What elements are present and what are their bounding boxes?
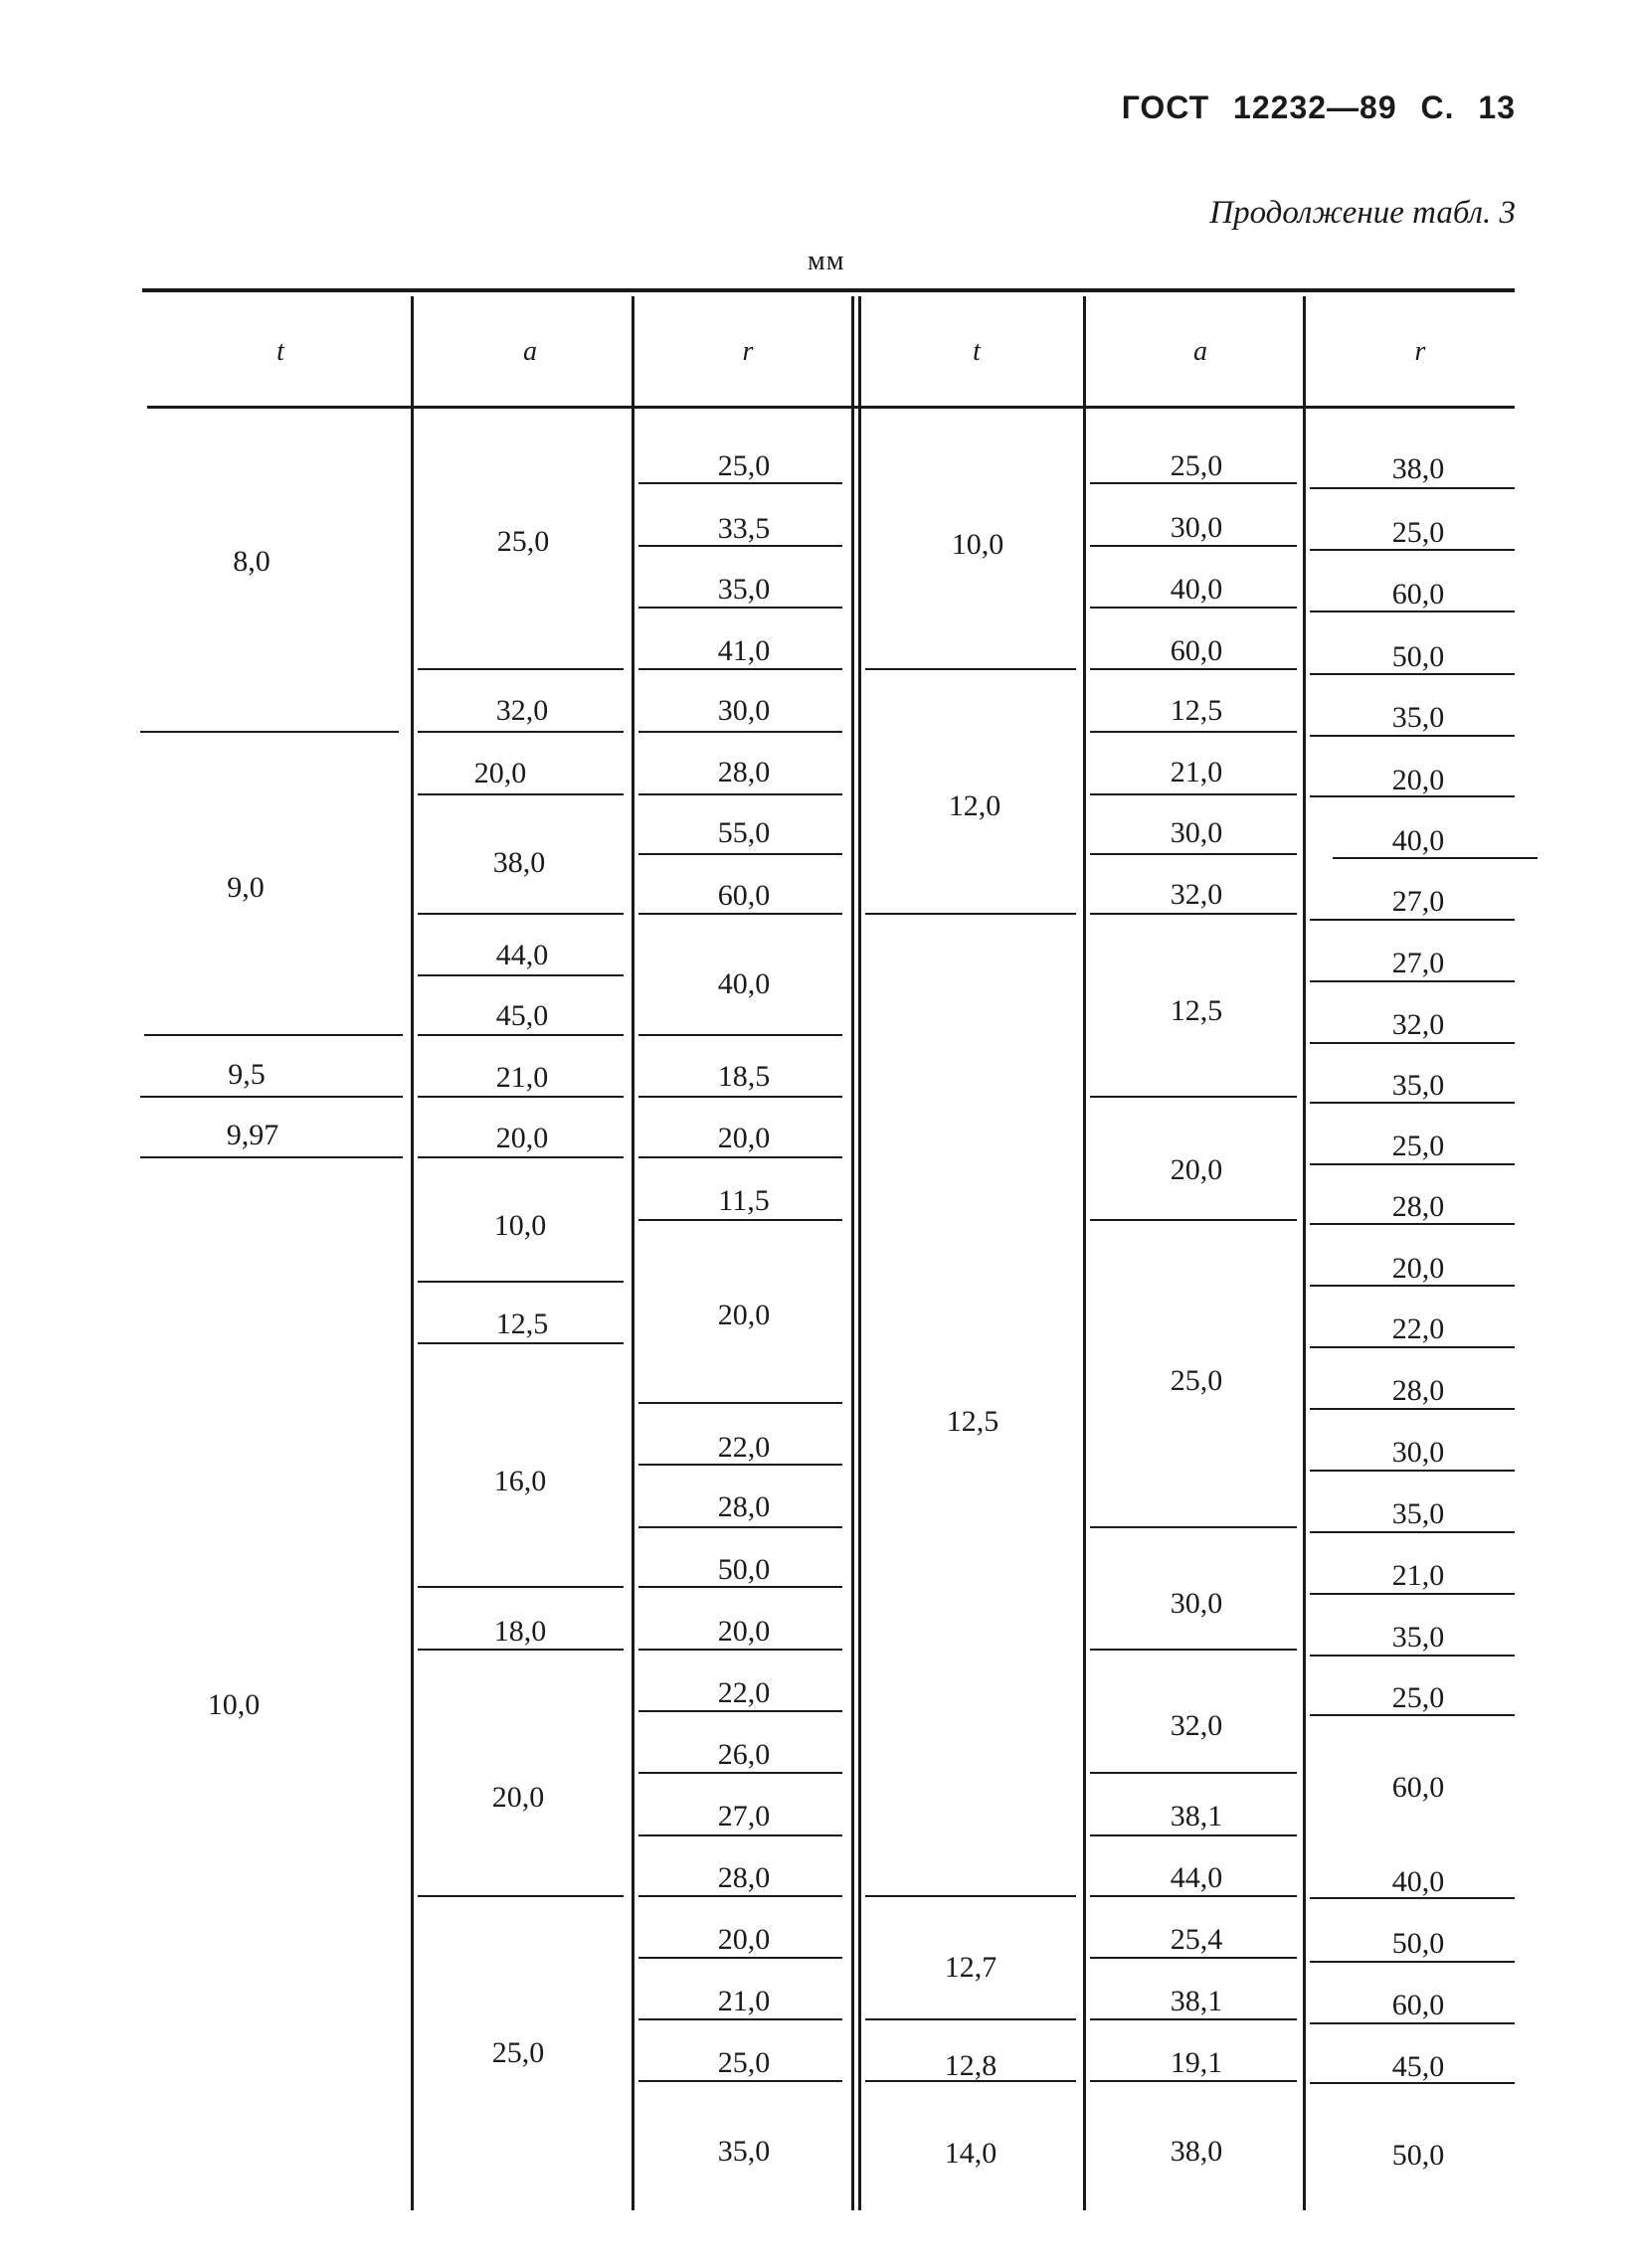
cell-a: 25,0 bbox=[496, 525, 550, 558]
cell-t: 12,7 bbox=[944, 1951, 998, 1984]
header-a: a bbox=[1193, 336, 1207, 367]
cell-t: 9,5 bbox=[228, 1058, 266, 1091]
col-separator bbox=[632, 296, 635, 2210]
cell-a: 19,1 bbox=[1170, 2046, 1223, 2079]
cell-a: 20,0 bbox=[1170, 1153, 1223, 1186]
cell-r: 22,0 bbox=[717, 1431, 771, 1464]
row-separator bbox=[638, 1156, 842, 1158]
row-separator bbox=[1090, 1895, 1297, 1897]
cell-r: 28,0 bbox=[1391, 1374, 1445, 1407]
cell-r: 33,5 bbox=[717, 512, 771, 545]
row-separator bbox=[1090, 2080, 1297, 2082]
cell-r: 30,0 bbox=[1391, 1436, 1445, 1469]
header-t: t bbox=[973, 336, 981, 367]
cell-a: 45,0 bbox=[495, 999, 549, 1032]
cell-r: 60,0 bbox=[1391, 1989, 1445, 2021]
cell-r: 25,0 bbox=[717, 2046, 771, 2079]
cell-r: 41,0 bbox=[717, 634, 771, 667]
row-separator bbox=[638, 1895, 842, 1897]
row-separator bbox=[1310, 1593, 1515, 1595]
cell-a: 25,0 bbox=[491, 2036, 545, 2069]
cell-a: 18,0 bbox=[493, 1615, 547, 1648]
row-separator bbox=[1310, 919, 1515, 921]
cell-r: 50,0 bbox=[717, 1553, 771, 1586]
row-separator bbox=[418, 1034, 624, 1036]
row-separator bbox=[1310, 487, 1515, 489]
table-continuation-label: Продолжение табл. 3 bbox=[1209, 195, 1516, 231]
cell-r: 35,0 bbox=[717, 2135, 771, 2168]
row-separator bbox=[638, 1649, 842, 1651]
cell-r: 35,0 bbox=[1391, 701, 1445, 734]
cell-a: 25,0 bbox=[1170, 449, 1223, 482]
cell-a: 21,0 bbox=[1170, 756, 1223, 788]
row-separator bbox=[1310, 1163, 1515, 1165]
cell-r: 25,0 bbox=[717, 449, 771, 482]
row-separator bbox=[865, 913, 1076, 915]
row-separator bbox=[1090, 668, 1297, 670]
cell-r: 20,0 bbox=[717, 1615, 771, 1648]
row-separator bbox=[1310, 1346, 1515, 1348]
row-separator bbox=[418, 1649, 624, 1651]
cell-r: 20,0 bbox=[717, 1923, 771, 1956]
cell-a: 20,0 bbox=[495, 1122, 549, 1154]
cell-t: 9,97 bbox=[226, 1119, 279, 1151]
row-separator bbox=[144, 1034, 403, 1036]
row-separator bbox=[418, 974, 624, 976]
cell-r: 27,0 bbox=[1391, 947, 1445, 979]
cell-r: 40,0 bbox=[1391, 1865, 1445, 1898]
row-separator bbox=[418, 1156, 624, 1158]
row-separator bbox=[865, 2018, 1076, 2020]
cell-a: 38,1 bbox=[1170, 1800, 1223, 1832]
row-separator bbox=[638, 2018, 842, 2020]
row-separator bbox=[1090, 1772, 1297, 1774]
row-separator bbox=[638, 1034, 842, 1036]
cell-r: 27,0 bbox=[1391, 885, 1445, 918]
cell-r: 38,0 bbox=[1391, 452, 1445, 485]
cell-r: 21,0 bbox=[717, 1985, 771, 2017]
row-separator bbox=[418, 1586, 624, 1588]
cell-t: 12,8 bbox=[944, 2049, 998, 2082]
cell-a: 38,1 bbox=[1170, 1985, 1223, 2017]
cell-r: 40,0 bbox=[717, 967, 771, 1000]
cell-a: 30,0 bbox=[1170, 1587, 1223, 1620]
cell-r: 30,0 bbox=[717, 694, 771, 727]
cell-r: 50,0 bbox=[1391, 1927, 1445, 1960]
row-separator bbox=[1310, 1655, 1515, 1657]
row-separator bbox=[1090, 913, 1297, 915]
cell-r: 50,0 bbox=[1391, 640, 1445, 673]
unit-label: мм bbox=[808, 246, 845, 276]
row-separator bbox=[1090, 607, 1297, 609]
cell-r: 60,0 bbox=[1391, 578, 1445, 611]
cell-r: 25,0 bbox=[1391, 1130, 1445, 1162]
row-separator bbox=[638, 1402, 842, 1404]
col-separator bbox=[411, 296, 414, 2210]
cell-t: 9,0 bbox=[227, 871, 265, 904]
row-separator bbox=[1090, 1526, 1297, 1528]
row-separator bbox=[1090, 1957, 1297, 1959]
cell-r: 60,0 bbox=[1391, 1771, 1445, 1804]
row-separator bbox=[1090, 793, 1297, 795]
cell-a: 40,0 bbox=[1170, 573, 1223, 606]
row-separator bbox=[418, 913, 624, 915]
cell-a: 44,0 bbox=[495, 939, 549, 971]
cell-r: 20,0 bbox=[1391, 1252, 1445, 1285]
row-separator bbox=[1090, 1096, 1297, 1098]
cell-r: 27,0 bbox=[717, 1800, 771, 1832]
row-separator bbox=[418, 668, 624, 670]
page-header: ГОСТ 12232—89 С. 13 bbox=[1121, 89, 1516, 125]
table-top-rule bbox=[142, 288, 1515, 292]
row-separator bbox=[418, 731, 624, 733]
row-separator bbox=[638, 1957, 842, 1959]
cell-r: 35,0 bbox=[1391, 1069, 1445, 1102]
cell-r: 25,0 bbox=[1391, 516, 1445, 549]
cell-r: 20,0 bbox=[1391, 764, 1445, 796]
cell-a: 32,0 bbox=[495, 694, 549, 727]
cell-r: 28,0 bbox=[717, 756, 771, 788]
row-separator bbox=[1310, 1531, 1515, 1533]
cell-r: 60,0 bbox=[717, 879, 771, 912]
row-separator bbox=[1090, 1649, 1297, 1651]
cell-r: 35,0 bbox=[717, 573, 771, 606]
row-separator bbox=[865, 668, 1076, 670]
cell-t: 14,0 bbox=[944, 2137, 998, 2170]
cell-r: 20,0 bbox=[717, 1299, 771, 1331]
row-separator bbox=[1310, 1408, 1515, 1410]
row-separator bbox=[1310, 1961, 1515, 1963]
row-separator bbox=[638, 1526, 842, 1528]
cell-a: 32,0 bbox=[1170, 878, 1223, 911]
cell-r: 35,0 bbox=[1391, 1497, 1445, 1530]
cell-t: 12,0 bbox=[948, 789, 1001, 822]
row-separator bbox=[638, 668, 842, 670]
cell-a: 25,0 bbox=[1170, 1364, 1223, 1397]
cell-a: 12,5 bbox=[1170, 994, 1223, 1027]
row-separator bbox=[1310, 1470, 1515, 1472]
row-separator bbox=[638, 1772, 842, 1774]
cell-a: 60,0 bbox=[1170, 634, 1223, 667]
cell-t: 12,5 bbox=[946, 1405, 999, 1438]
cell-a: 30,0 bbox=[1170, 511, 1223, 544]
cell-t: 10,0 bbox=[951, 528, 1004, 561]
row-separator bbox=[638, 731, 842, 733]
cell-a: 44,0 bbox=[1170, 1861, 1223, 1894]
cell-a: 10,0 bbox=[493, 1209, 547, 1242]
cell-r: 28,0 bbox=[717, 1861, 771, 1894]
cell-r: 55,0 bbox=[717, 816, 771, 849]
cell-a: 12,5 bbox=[495, 1308, 549, 1340]
row-separator bbox=[638, 853, 842, 855]
cell-r: 21,0 bbox=[1391, 1559, 1445, 1592]
row-separator bbox=[1090, 731, 1297, 733]
row-separator bbox=[1310, 980, 1515, 982]
cell-r: 25,0 bbox=[1391, 1681, 1445, 1714]
cell-a: 38,0 bbox=[492, 846, 546, 879]
row-separator bbox=[1090, 545, 1297, 547]
row-separator bbox=[638, 1219, 842, 1221]
cell-t: 10,0 bbox=[207, 1688, 261, 1721]
cell-r: 45,0 bbox=[1391, 2050, 1445, 2083]
row-separator bbox=[1090, 2018, 1297, 2020]
row-separator bbox=[1310, 2022, 1515, 2024]
row-separator bbox=[1090, 853, 1297, 855]
row-separator bbox=[638, 607, 842, 609]
cell-a: 30,0 bbox=[1170, 816, 1223, 849]
cell-a: 20,0 bbox=[473, 757, 527, 789]
cell-r: 20,0 bbox=[717, 1122, 771, 1154]
row-separator bbox=[418, 1281, 624, 1283]
row-separator bbox=[865, 1895, 1076, 1897]
cell-r: 26,0 bbox=[717, 1738, 771, 1771]
cell-r: 22,0 bbox=[1391, 1312, 1445, 1345]
row-separator bbox=[418, 1342, 624, 1344]
row-separator bbox=[638, 2080, 842, 2082]
row-separator bbox=[1310, 735, 1515, 737]
row-separator bbox=[1090, 1834, 1297, 1836]
col-separator-double bbox=[858, 296, 861, 2210]
cell-a: 12,5 bbox=[1170, 694, 1223, 727]
header-bottom-rule bbox=[147, 406, 1515, 409]
cell-a: 16,0 bbox=[493, 1465, 547, 1497]
col-separator bbox=[1083, 296, 1086, 2210]
cell-r: 28,0 bbox=[1391, 1190, 1445, 1223]
col-separator bbox=[1303, 296, 1306, 2210]
row-separator bbox=[140, 731, 399, 733]
cell-r: 22,0 bbox=[717, 1676, 771, 1709]
cell-a: 38,0 bbox=[1170, 2135, 1223, 2168]
col-separator-double bbox=[851, 296, 854, 2210]
cell-r: 28,0 bbox=[717, 1490, 771, 1523]
cell-a: 20,0 bbox=[491, 1781, 545, 1814]
row-separator bbox=[418, 793, 624, 795]
header-t: t bbox=[276, 336, 284, 367]
row-separator bbox=[1090, 1219, 1297, 1221]
cell-r: 32,0 bbox=[1391, 1008, 1445, 1041]
row-separator bbox=[140, 1156, 403, 1158]
row-separator bbox=[418, 1096, 624, 1098]
row-separator bbox=[638, 1834, 842, 1836]
row-separator bbox=[638, 1710, 842, 1712]
cell-a: 25,4 bbox=[1170, 1923, 1223, 1956]
row-separator bbox=[638, 913, 842, 915]
row-separator bbox=[418, 1895, 624, 1897]
cell-r: 35,0 bbox=[1391, 1621, 1445, 1654]
header-r: r bbox=[742, 336, 754, 367]
cell-t: 8,0 bbox=[233, 545, 271, 578]
cell-r: 11,5 bbox=[718, 1184, 770, 1217]
row-separator bbox=[140, 1096, 403, 1098]
header-r: r bbox=[1414, 336, 1426, 367]
cell-r: 18,5 bbox=[717, 1060, 771, 1093]
row-separator bbox=[638, 1096, 842, 1098]
row-separator bbox=[638, 793, 842, 795]
cell-r: 50,0 bbox=[1391, 2139, 1445, 2172]
cell-a: 21,0 bbox=[495, 1061, 549, 1094]
cell-a: 32,0 bbox=[1170, 1709, 1223, 1742]
cell-r: 40,0 bbox=[1391, 824, 1445, 857]
header-a: a bbox=[523, 336, 537, 367]
row-separator bbox=[1310, 1042, 1515, 1044]
